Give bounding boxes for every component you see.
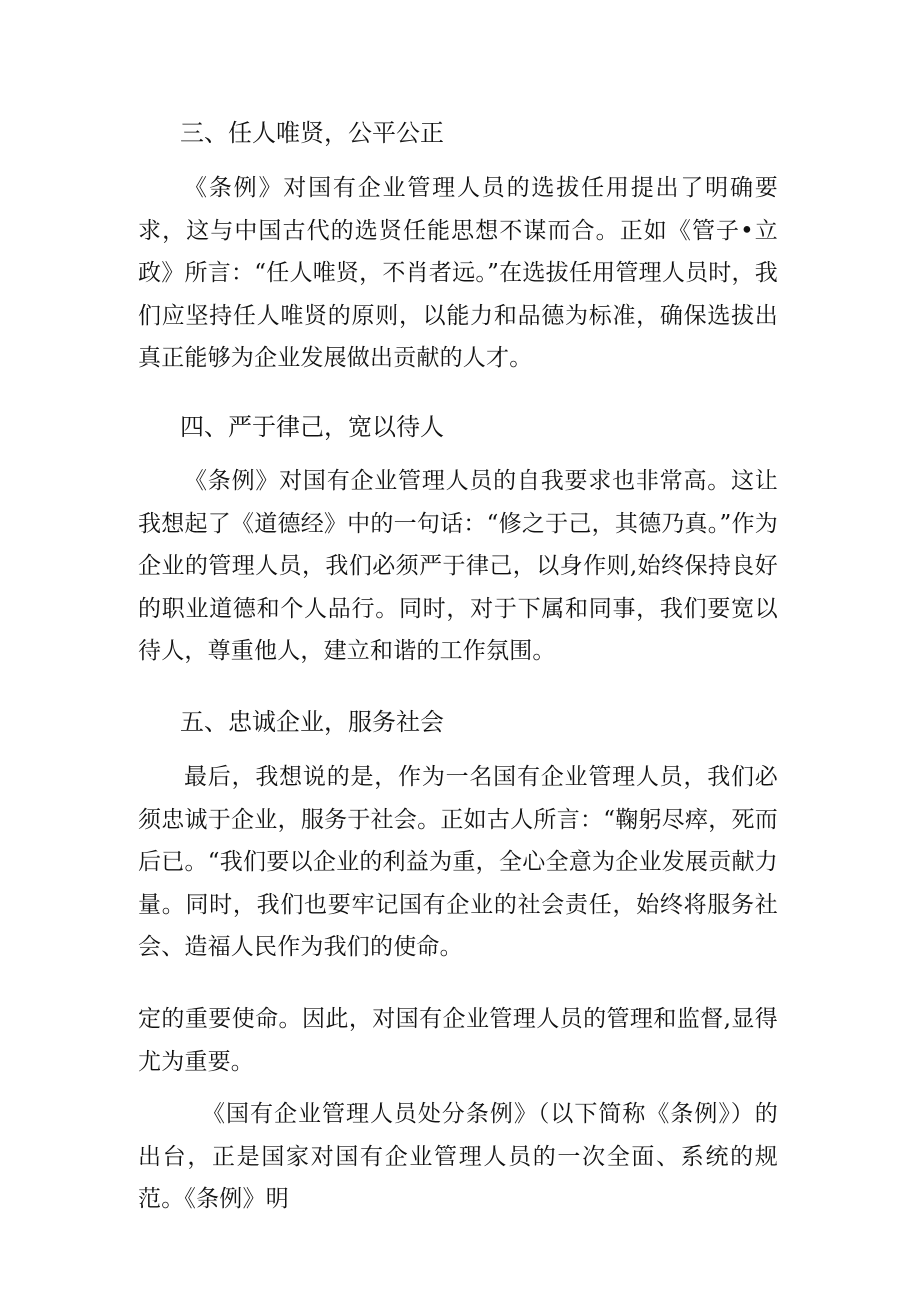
section-paragraph-three bbox=[138, 167, 778, 380]
continuation-paragraph bbox=[138, 998, 778, 1083]
paragraph-text: 定的重要使命。因此，对国有企业管理人员的管理和监督,显得尤为重要。 bbox=[138, 1006, 778, 1075]
paragraph-text: 《条例》对国有企业管理人员的自我要求也非常高。这让我想起了《道德经》中的一句话：“修之于己，其德乃真。”作为企业的管理人员，我们必须严于律己，以身作则,始终保持良好的职业道德和个人品行。同时，对于下属和同事，我们要宽以待人，尊重他人，建立和谐的工作氛围。 bbox=[138, 468, 778, 665]
section-heading-five: 五、忠诚企业，服务社会 bbox=[180, 708, 444, 736]
section-paragraph-five bbox=[138, 756, 778, 969]
section-heading-four: 四、严于律己，宽以待人 bbox=[180, 413, 444, 441]
paragraph-text: 最后，我想说的是，作为一名国有企业管理人员，我们必须忠诚于企业，服务于社会。正如古人所言：“鞠躬尽瘁，死而后已。“我们要以企业的利益为重，全心全意为企业发展贡献力量。同时，我们也要牢记国有企业的社会责任，始终将服务社会、造福人民作为我们的使命。 bbox=[138, 764, 778, 961]
paragraph-text: 《条例》对国有企业管理人员的选拔任用提出了明确要求，这与中国古代的选贤任能思想不谋而合。正如《管子•立政》所言：“任人唯贤，不肖者远。”在选拔任用管理人员时，我们应坚持任人唯贤的原则，以能力和品德为标准，确保选拔出真正能够为企业发展做出贡献的人才。 bbox=[138, 175, 778, 372]
section-heading-three: 三、任人唯贤，公平公正 bbox=[180, 119, 444, 147]
paragraph-text: 《国有企业管理人员处分条例》（以下简称《条例》）的出台，正是国家对国有企业管理人员的一次全面、系统的规范。《条例》明 bbox=[138, 1101, 778, 1213]
final-paragraph bbox=[138, 1093, 778, 1221]
section-paragraph-four bbox=[138, 460, 778, 673]
